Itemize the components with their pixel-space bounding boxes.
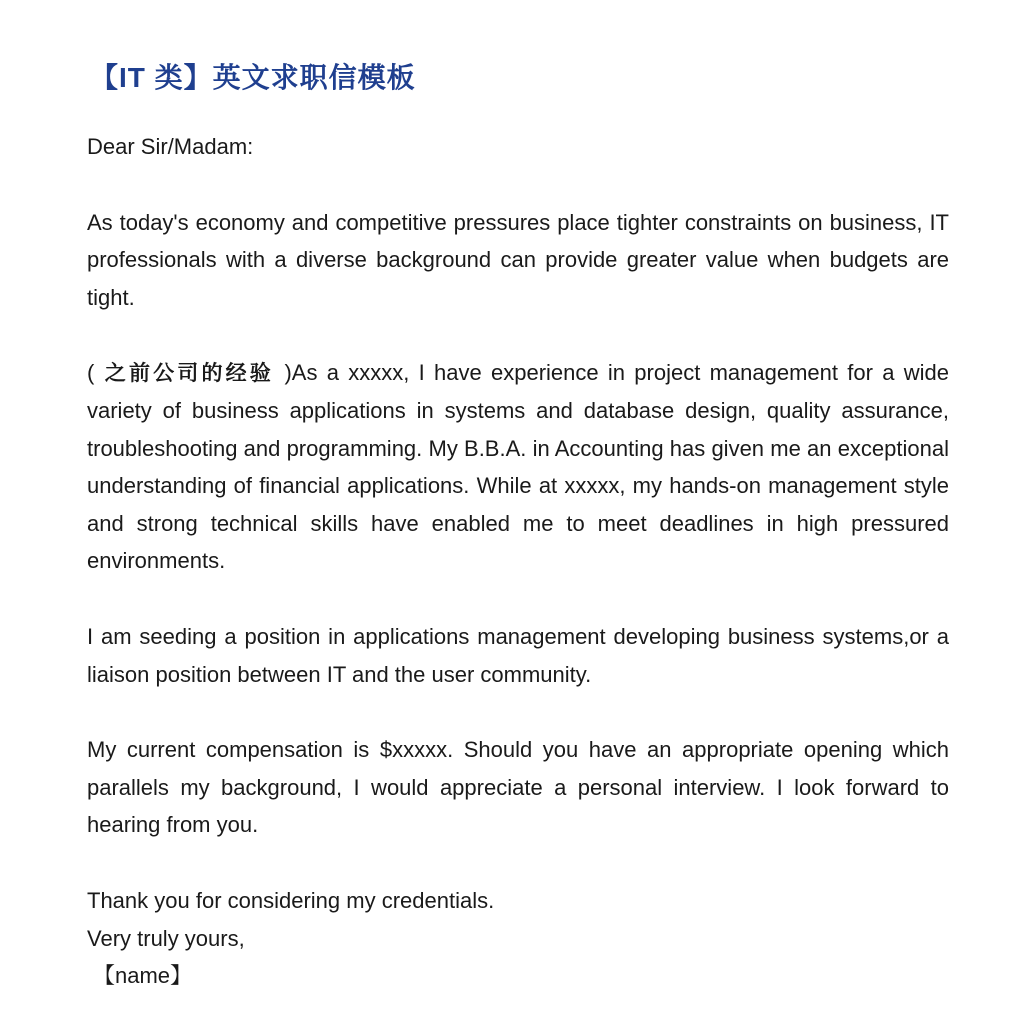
closing-signoff: Very truly yours, bbox=[87, 925, 245, 951]
previous-company-note: 之前公司的经验 bbox=[94, 360, 285, 386]
spacer bbox=[87, 693, 949, 731]
spacer bbox=[87, 166, 949, 204]
paren-open: ( bbox=[87, 360, 95, 386]
experience-text: As a xxxxx, I have experience in project management for a wide variety of business applications in systems and database design, quality assurance, troubleshooting and programming. My B.B.A. in Accounting has given me an exceptional understanding of financial applications. While at xxxxx, my hands-on management style and strong technical skills have enabled me to meet deadlines in high pressured environments. bbox=[87, 360, 949, 574]
paragraph-position: I am seeding a position in applications management developing business systems,or a liaison position between IT and the user community. bbox=[87, 623, 949, 687]
page-title: 【IT 类】英文求职信模板 bbox=[90, 62, 416, 93]
spacer bbox=[87, 580, 949, 618]
paragraph-compensation: My current compensation is $xxxxx. Should you have an appropriate opening which parallels my background, I would appreciate a personal interview. I look forward to hearing from you. bbox=[87, 737, 949, 838]
spacer bbox=[87, 316, 949, 354]
spacer bbox=[87, 844, 949, 882]
signature-name: 【name】 bbox=[93, 963, 193, 989]
paragraph-experience bbox=[87, 354, 949, 580]
letter-body bbox=[87, 128, 949, 995]
closing-thanks: Thank you for considering my credentials. bbox=[87, 887, 495, 913]
paren-close: ) bbox=[284, 360, 292, 386]
paragraph-intro: As today's economy and competitive pressures place tighter constraints on business, IT professionals with a diverse background can provide greater value when budgets are tight. bbox=[87, 209, 949, 310]
greeting: Dear Sir/Madam: bbox=[87, 134, 254, 159]
